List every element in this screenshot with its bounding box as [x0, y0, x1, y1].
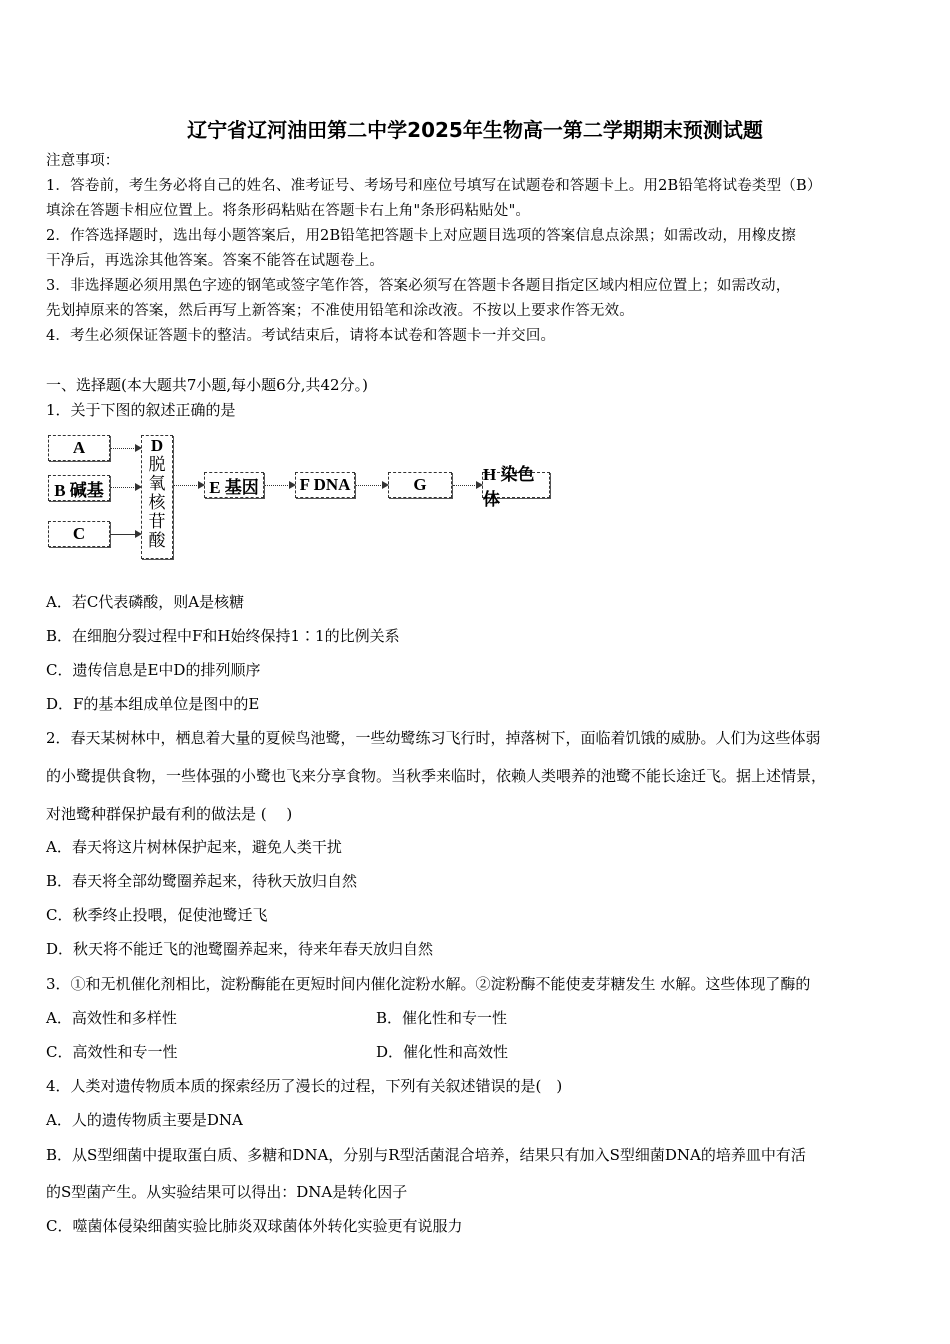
q4-option-c: C．噬菌体侵染细菌实验比肺炎双球菌体外转化实验更有说服力 [46, 1217, 463, 1235]
q2-option-d: D．秋天将不能迁飞的池鹭圈养起来，待来年春天放归自然 [46, 940, 434, 958]
question-2-stem: 2．春天某树林中，栖息着大量的夏候鸟池鹭，一些幼鹭练习飞行时，掉落树下，面临着饥饿的威胁。人们为这些体弱 [46, 729, 821, 747]
note-line: 2．作答选择题时，选出每小题答案后，用2B铅笔把答题卡上对应题目选项的答案信息点涂黑；如需改动，用橡皮擦 [46, 228, 797, 244]
q1-option-a: A．若C代表磷酸，则A是核糖 [46, 593, 245, 611]
q4-option-b: B．从S型细菌中提取蛋白质、多糖和DNA，分别与R型活菌混合培养，结果只有加入S型细菌DNA的培养皿中有活 [46, 1146, 806, 1164]
arrow-icon [453, 485, 481, 486]
question-2-stem: 的小鹭提供食物，一些体强的小鹭也飞来分享食物。当秋季来临时，依赖人类喂养的池鹭不能长途迁飞。据上述情景， [46, 767, 827, 785]
box-g: G [388, 472, 452, 498]
box-e: E 基因 [204, 472, 264, 498]
q4-option-a: A．人的遗传物质主要是DNA [46, 1111, 243, 1129]
arrow-icon [265, 485, 294, 486]
box-c: C [48, 521, 110, 547]
note-line: 4．考生必须保证答题卡的整洁。考试结束后，请将本试卷和答题卡一并交回。 [46, 328, 556, 344]
arrow-icon [356, 485, 387, 486]
q2-option-a: A．春天将这片树林保护起来，避免人类干扰 [46, 838, 342, 856]
question-2-stem: 对池鹭种群保护最有利的做法是 ( ) [46, 805, 293, 823]
box-h: H 染色体 [482, 472, 550, 498]
question-3-stem: 3．①和无机催化剂相比，淀粉酶能在更短时间内催化淀粉水解。②淀粉酶不能使麦芽糖发生 水解。这些体现了酶的 [46, 975, 811, 993]
arrow-icon [174, 485, 203, 486]
arrow-icon [110, 534, 140, 535]
note-line: 干净后，再选涂其他答案。答案不能答在试题卷上。 [46, 253, 385, 269]
arrow-icon [110, 448, 140, 449]
q3-option-b: B．催化性和专一性 [376, 1009, 508, 1027]
q4-option-b-cont: 的S型菌产生。从实验结果可以得出：DNA是转化因子 [46, 1183, 408, 1201]
question-1-stem: 1．关于下图的叙述正确的是 [46, 401, 236, 419]
q3-option-d: D．催化性和高效性 [376, 1043, 509, 1061]
q1-option-b: B．在细胞分裂过程中F和H始终保持1∶1的比例关系 [46, 627, 400, 645]
note-line: 先划掉原来的答案，然后再写上新答案；不准使用铅笔和涂改液。不按以上要求作答无效。 [46, 303, 634, 319]
box-d: D 脱 氧 核 苷 酸 [141, 435, 173, 559]
q1-option-d: D．F的基本组成单位是图中的E [46, 695, 260, 713]
box-b: B 碱基 [48, 475, 110, 501]
notes-heading: 注意事项： [46, 153, 120, 169]
box-f: F DNA [295, 472, 355, 498]
question-4-stem: 4．人类对遗传物质本质的探索经历了漫长的过程，下列有关叙述错误的是( ) [46, 1077, 563, 1095]
q2-option-c: C．秋季终止投喂，促使池鹭迁飞 [46, 906, 268, 924]
arrow-icon [110, 487, 140, 488]
note-line: 3．非选择题必须用黑色字迹的钢笔或签字笔作答，答案必须写在答题卡各题目指定区域内相应位置上；如需改动， [46, 278, 791, 294]
q2-option-b: B．春天将全部幼鹭圈养起来，待秋天放归自然 [46, 872, 358, 890]
q1-option-c: C．遗传信息是E中D的排列顺序 [46, 661, 261, 679]
page-title: 辽宁省辽河油田第二中学2025年生物高一第二学期期末预测试题 [187, 118, 763, 142]
q3-option-c: C．高效性和专一性 [46, 1043, 178, 1061]
section-heading: 一、选择题(本大题共7小题,每小题6分,共42分。) [46, 376, 368, 394]
note-line: 1．答卷前，考生务必将自己的姓名、准考证号、考场号和座位号填写在试题卷和答题卡上。用2B铅笔将试卷类型（B） [46, 178, 822, 194]
note-line: 填涂在答题卡相应位置上。将条形码粘贴在答题卡右上角"条形码粘贴处"。 [46, 203, 531, 219]
q3-option-a: A．高效性和多样性 [46, 1009, 177, 1027]
box-a: A [48, 435, 110, 461]
